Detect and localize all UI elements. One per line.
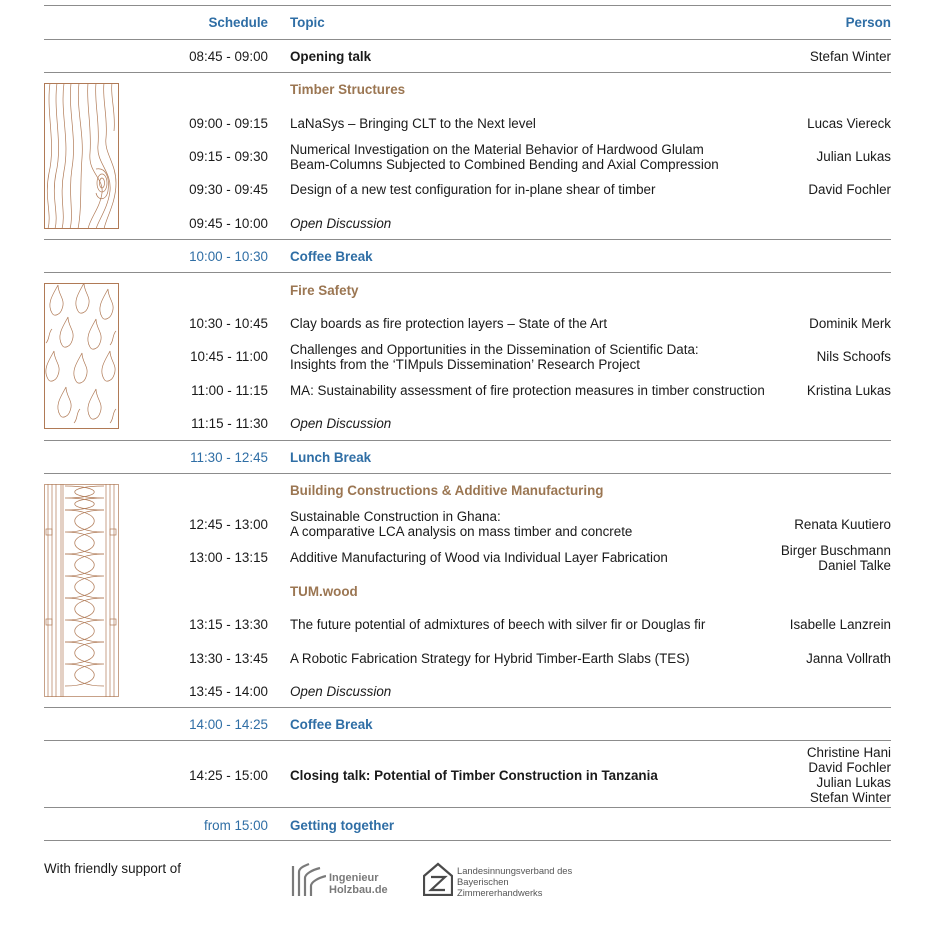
topic-line: Beam-Columns Subjected to Combined Bending and Axial Compression <box>290 157 719 172</box>
wall-section-illustration <box>44 484 119 697</box>
wood-grain-illustration <box>44 83 119 229</box>
schedule-header: Schedule <box>208 15 268 30</box>
section-title: Fire Safety <box>290 283 359 298</box>
topic-cell: Closing talk: Potential of Timber Construction in Tanzania <box>290 768 658 783</box>
topic-cell: A Robotic Fabrication Strategy for Hybrid Timber-Earth Slabs (TES) <box>290 651 690 666</box>
person-cell: Nils Schoofs <box>816 349 891 364</box>
time-cell: 10:30 - 10:45 <box>189 316 268 331</box>
flame-pattern-illustration <box>44 283 119 429</box>
divider <box>44 807 891 808</box>
time-cell: from 15:00 <box>203 818 268 833</box>
topic-cell: LaNaSys – Bringing CLT to the Next level <box>290 116 536 131</box>
time-cell: 13:15 - 13:30 <box>189 617 268 632</box>
topic-line: A comparative LCA analysis on mass timber and concrete <box>290 524 633 539</box>
divider <box>44 39 891 40</box>
time-cell: 09:45 - 10:00 <box>189 216 268 231</box>
divider <box>44 72 891 73</box>
divider <box>44 740 891 741</box>
topic-cell <box>290 142 790 172</box>
divider <box>44 239 891 240</box>
topic-cell: Coffee Break <box>290 717 373 732</box>
section-title: Building Constructions & Additive Manufacturing <box>290 483 604 498</box>
person-line: Birger Buschmann <box>780 543 891 558</box>
time-cell: 10:00 - 10:30 <box>189 249 268 264</box>
time-cell: 13:45 - 14:00 <box>189 684 268 699</box>
topic-header: Topic <box>290 15 325 30</box>
topic-cell: Lunch Break <box>290 450 372 465</box>
topic-cell: Open Discussion <box>290 216 392 231</box>
topic-cell: Opening talk <box>290 49 372 64</box>
time-cell: 14:25 - 15:00 <box>189 768 268 783</box>
landesinnungsverband-logo <box>423 862 583 898</box>
person-line: Daniel Talke <box>818 558 891 573</box>
ingenieur-holzbau-logo <box>290 862 400 898</box>
person-line: David Fochler <box>808 760 891 775</box>
time-cell: 08:45 - 09:00 <box>189 49 268 64</box>
topic-cell: Design of a new test configuration for in-plane shear of timber <box>290 182 656 197</box>
person-cell: Lucas Viereck <box>807 116 891 131</box>
logo-line: Landesinnungsverband des <box>457 865 573 876</box>
logo-line: Ingenieur <box>329 872 379 884</box>
time-cell: 11:00 - 11:15 <box>191 383 268 398</box>
person-cell: Kristina Lukas <box>806 383 891 398</box>
section-subtitle: TUM.wood <box>290 584 358 599</box>
person-cell: Julian Lukas <box>816 149 891 164</box>
person-cell <box>807 745 891 805</box>
topic-line: Numerical Investigation on the Material Behavior of Hardwood Glulam <box>290 142 704 157</box>
divider <box>44 5 891 6</box>
topic-cell: Open Discussion <box>290 416 392 431</box>
time-cell: 13:30 - 13:45 <box>189 651 268 666</box>
time-cell: 11:15 - 11:30 <box>191 416 268 431</box>
topic-cell: Open Discussion <box>290 684 392 699</box>
divider <box>44 440 891 441</box>
time-cell: 10:45 - 11:00 <box>190 349 268 364</box>
time-cell: 09:30 - 09:45 <box>189 182 268 197</box>
person-line: Christine Hani <box>806 745 891 760</box>
topic-line: Insights from the ‘TIMpuls Dissemination’ Research Project <box>290 357 641 372</box>
topic-cell <box>290 509 760 539</box>
topic-cell: MA: Sustainability assessment of fire protection measures in timber construction <box>290 383 765 398</box>
person-cell: Dominik Merk <box>809 316 891 331</box>
topic-cell: Additive Manufacturing of Wood via Individual Layer Fabrication <box>290 550 668 565</box>
topic-cell: Clay boards as fire protection layers – State of the Art <box>290 316 608 331</box>
person-cell: Janna Vollrath <box>806 651 891 666</box>
time-cell: 09:00 - 09:15 <box>189 116 268 131</box>
topic-cell: Getting together <box>290 818 395 833</box>
section-title: Timber Structures <box>290 82 406 97</box>
house-z-icon <box>423 862 453 896</box>
person-line: Stefan Winter <box>809 790 891 805</box>
divider <box>44 707 891 708</box>
person-cell: Renata Kuutiero <box>794 517 891 532</box>
time-cell: 12:45 - 13:00 <box>189 517 268 532</box>
support-text: With friendly support of <box>44 861 181 876</box>
time-cell: 09:15 - 09:30 <box>189 149 268 164</box>
topic-line: Sustainable Construction in Ghana: <box>290 509 501 524</box>
topic-cell: The future potential of admixtures of beech with silver fir or Douglas fir <box>290 617 706 632</box>
logo-line: Holzbau.de <box>329 884 388 896</box>
time-cell: 11:30 - 12:45 <box>190 450 268 465</box>
topic-cell <box>290 342 790 372</box>
divider <box>44 840 891 841</box>
logo-line: Zimmererhandwerks <box>457 887 543 898</box>
person-header: Person <box>845 15 891 30</box>
person-cell: Stefan Winter <box>809 49 891 64</box>
ingenieur-holzbau-mark-icon <box>290 862 326 896</box>
time-cell: 14:00 - 14:25 <box>189 717 268 732</box>
divider <box>44 473 891 474</box>
person-cell <box>781 543 891 573</box>
topic-cell: Coffee Break <box>290 249 373 264</box>
topic-line: Challenges and Opportunities in the Dissemination of Scientific Data: <box>290 342 699 357</box>
divider <box>44 272 891 273</box>
logo-line: Bayerischen <box>457 876 509 887</box>
time-cell: 13:00 - 13:15 <box>189 550 268 565</box>
person-line: Julian Lukas <box>816 775 891 790</box>
person-cell: Isabelle Lanzrein <box>789 617 891 632</box>
person-cell: David Fochler <box>808 182 891 197</box>
